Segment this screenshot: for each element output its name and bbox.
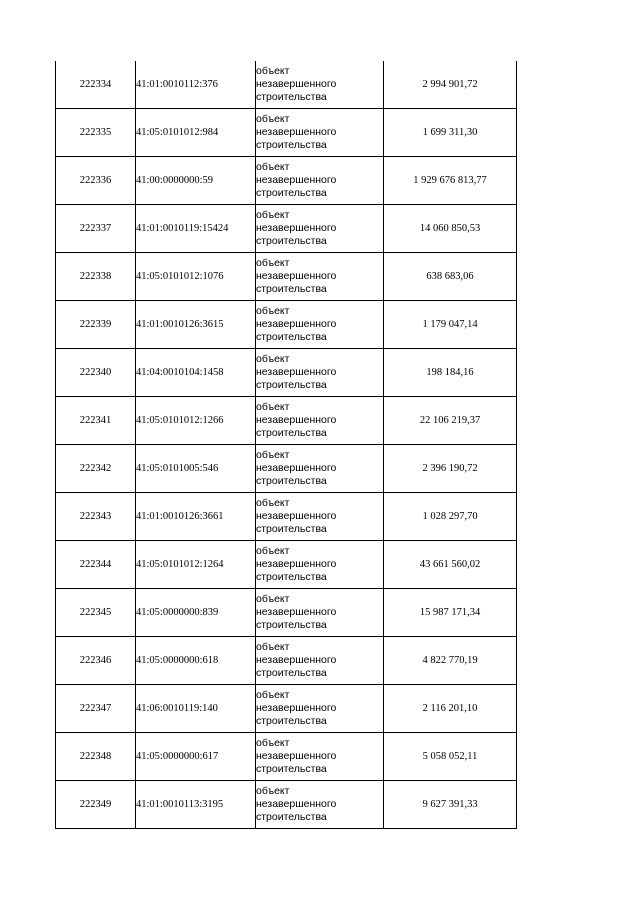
object-type-cell bbox=[256, 685, 384, 733]
cadastral-value-cell: 22 106 219,37 bbox=[384, 397, 517, 445]
object-type-cell bbox=[256, 445, 384, 493]
object-type-line: незавершенного bbox=[256, 750, 337, 762]
object-type-cell bbox=[256, 61, 384, 109]
cadastral-number-cell: 41:05:0101012:1264 bbox=[136, 541, 256, 589]
row-number-cell: 222349 bbox=[56, 781, 136, 829]
row-number-cell: 222344 bbox=[56, 541, 136, 589]
row-number-cell: 222335 bbox=[56, 109, 136, 157]
object-type-cell bbox=[256, 157, 384, 205]
object-type-cell bbox=[256, 397, 384, 445]
object-type-line: строительства bbox=[256, 331, 327, 343]
object-type-cell bbox=[256, 349, 384, 397]
object-type-line: строительства bbox=[256, 619, 327, 631]
cadastral-number-cell: 41:05:0101012:984 bbox=[136, 109, 256, 157]
object-type-cell bbox=[256, 253, 384, 301]
cadastral-number-cell: 41:04:0010104:1458 bbox=[136, 349, 256, 397]
cadastral-number-cell: 41:05:0101012:1076 bbox=[136, 253, 256, 301]
object-type-line: объект bbox=[256, 785, 290, 797]
object-type-line: строительства bbox=[256, 571, 327, 583]
cadastral-value-cell: 198 184,16 bbox=[384, 349, 517, 397]
object-type-line: строительства bbox=[256, 187, 327, 199]
cadastral-number-cell: 41:01:0010112:376 bbox=[136, 61, 256, 109]
object-type-cell bbox=[256, 205, 384, 253]
object-type-line: незавершенного bbox=[256, 654, 337, 666]
table-row bbox=[56, 301, 517, 349]
row-number-cell: 222347 bbox=[56, 685, 136, 733]
row-number-cell: 222337 bbox=[56, 205, 136, 253]
table-row bbox=[56, 253, 517, 301]
table-row bbox=[56, 157, 517, 205]
object-type-line: незавершенного bbox=[256, 174, 337, 186]
object-type-line: объект bbox=[256, 689, 290, 701]
cadastral-number-cell: 41:01:0010126:3615 bbox=[136, 301, 256, 349]
object-type-line: объект bbox=[256, 161, 290, 173]
object-type-line: незавершенного bbox=[256, 702, 337, 714]
object-type-line: незавершенного bbox=[256, 78, 337, 90]
cadastral-value-cell: 15 987 171,34 bbox=[384, 589, 517, 637]
table-body bbox=[56, 61, 517, 829]
cadastral-number-cell: 41:01:0010126:3661 bbox=[136, 493, 256, 541]
row-number-cell: 222334 bbox=[56, 61, 136, 109]
object-type-line: объект bbox=[256, 65, 290, 77]
cadastral-number-cell: 41:05:0000000:617 bbox=[136, 733, 256, 781]
object-type-line: объект bbox=[256, 353, 290, 365]
object-type-line: незавершенного bbox=[256, 798, 337, 810]
object-type-cell bbox=[256, 637, 384, 685]
object-type-line: строительства bbox=[256, 379, 327, 391]
cadastral-number-cell: 41:01:0010113:3195 bbox=[136, 781, 256, 829]
table-row bbox=[56, 589, 517, 637]
cadastral-value-cell: 2 396 190,72 bbox=[384, 445, 517, 493]
cadastral-value-table bbox=[55, 61, 517, 829]
object-type-line: строительства bbox=[256, 139, 327, 151]
table-row bbox=[56, 205, 517, 253]
object-type-line: строительства bbox=[256, 91, 327, 103]
cadastral-value-cell: 5 058 052,11 bbox=[384, 733, 517, 781]
row-number-cell: 222345 bbox=[56, 589, 136, 637]
cadastral-number-cell: 41:05:0000000:618 bbox=[136, 637, 256, 685]
cadastral-value-cell: 9 627 391,33 bbox=[384, 781, 517, 829]
cadastral-value-cell: 4 822 770,19 bbox=[384, 637, 517, 685]
cadastral-value-cell: 2 116 201,10 bbox=[384, 685, 517, 733]
cadastral-value-cell: 14 060 850,53 bbox=[384, 205, 517, 253]
row-number-cell: 222338 bbox=[56, 253, 136, 301]
object-type-line: незавершенного bbox=[256, 462, 337, 474]
cadastral-number-cell: 41:05:0000000:839 bbox=[136, 589, 256, 637]
cadastral-number-cell: 41:05:0101005:546 bbox=[136, 445, 256, 493]
object-type-line: незавершенного bbox=[256, 558, 337, 570]
cadastral-value-cell: 1 929 676 813,77 bbox=[384, 157, 517, 205]
table-row bbox=[56, 541, 517, 589]
table-row bbox=[56, 61, 517, 109]
cadastral-value-cell: 1 179 047,14 bbox=[384, 301, 517, 349]
row-number-cell: 222339 bbox=[56, 301, 136, 349]
object-type-line: строительства bbox=[256, 235, 327, 247]
row-number-cell: 222348 bbox=[56, 733, 136, 781]
object-type-cell bbox=[256, 541, 384, 589]
object-type-line: объект bbox=[256, 449, 290, 461]
object-type-line: незавершенного bbox=[256, 606, 337, 618]
object-type-cell bbox=[256, 301, 384, 349]
object-type-line: объект bbox=[256, 545, 290, 557]
table-row bbox=[56, 109, 517, 157]
object-type-line: объект bbox=[256, 401, 290, 413]
object-type-cell bbox=[256, 109, 384, 157]
object-type-line: строительства bbox=[256, 715, 327, 727]
cadastral-value-cell: 43 661 560,02 bbox=[384, 541, 517, 589]
object-type-line: объект bbox=[256, 737, 290, 749]
table-row bbox=[56, 781, 517, 829]
object-type-line: строительства bbox=[256, 427, 327, 439]
object-type-line: объект bbox=[256, 593, 290, 605]
row-number-cell: 222340 bbox=[56, 349, 136, 397]
object-type-line: объект bbox=[256, 641, 290, 653]
table-row bbox=[56, 733, 517, 781]
object-type-line: строительства bbox=[256, 523, 327, 535]
object-type-line: объект bbox=[256, 497, 290, 509]
object-type-line: объект bbox=[256, 305, 290, 317]
object-type-line: незавершенного bbox=[256, 222, 337, 234]
object-type-line: объект bbox=[256, 257, 290, 269]
table-row bbox=[56, 397, 517, 445]
object-type-cell bbox=[256, 493, 384, 541]
object-type-line: незавершенного bbox=[256, 270, 337, 282]
object-type-line: объект bbox=[256, 209, 290, 221]
row-number-cell: 222341 bbox=[56, 397, 136, 445]
object-type-line: незавершенного bbox=[256, 126, 337, 138]
table-row bbox=[56, 637, 517, 685]
row-number-cell: 222343 bbox=[56, 493, 136, 541]
object-type-cell bbox=[256, 781, 384, 829]
cadastral-value-cell: 2 994 901,72 bbox=[384, 61, 517, 109]
object-type-line: незавершенного bbox=[256, 366, 337, 378]
table-row bbox=[56, 349, 517, 397]
object-type-line: незавершенного bbox=[256, 318, 337, 330]
object-type-line: незавершенного bbox=[256, 414, 337, 426]
cadastral-number-cell: 41:06:0010119:140 bbox=[136, 685, 256, 733]
object-type-line: строительства bbox=[256, 763, 327, 775]
cadastral-value-cell: 1 699 311,30 bbox=[384, 109, 517, 157]
row-number-cell: 222336 bbox=[56, 157, 136, 205]
table-row bbox=[56, 493, 517, 541]
table-row bbox=[56, 685, 517, 733]
cadastral-number-cell: 41:01:0010119:15424 bbox=[136, 205, 256, 253]
table-row bbox=[56, 445, 517, 493]
object-type-line: объект bbox=[256, 113, 290, 125]
row-number-cell: 222346 bbox=[56, 637, 136, 685]
object-type-line: строительства bbox=[256, 667, 327, 679]
row-number-cell: 222342 bbox=[56, 445, 136, 493]
cadastral-number-cell: 41:05:0101012:1266 bbox=[136, 397, 256, 445]
cadastral-value-cell: 1 028 297,70 bbox=[384, 493, 517, 541]
cadastral-number-cell: 41:00:0000000:59 bbox=[136, 157, 256, 205]
object-type-line: строительства bbox=[256, 811, 327, 823]
cadastral-value-cell: 638 683,06 bbox=[384, 253, 517, 301]
object-type-line: строительства bbox=[256, 475, 327, 487]
object-type-cell bbox=[256, 733, 384, 781]
object-type-cell bbox=[256, 589, 384, 637]
object-type-line: незавершенного bbox=[256, 510, 337, 522]
object-type-line: строительства bbox=[256, 283, 327, 295]
